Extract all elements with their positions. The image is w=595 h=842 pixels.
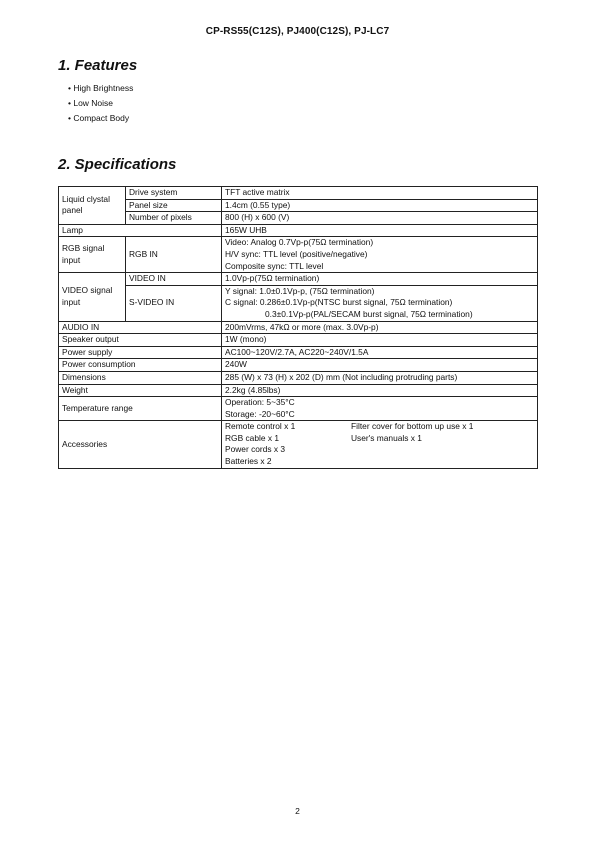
row-label-rgb: RGB signal input [59, 237, 126, 273]
value-drive-system: TFT active matrix [222, 187, 538, 200]
table-row [59, 285, 538, 321]
row-label-pixels: Number of pixels [126, 212, 222, 225]
accessory-item: Remote control x 1 [225, 421, 296, 432]
feature-item: • Compact Body [68, 111, 133, 126]
row-label-audio: AUDIO IN [59, 321, 222, 334]
table-row [59, 237, 538, 273]
value-speaker: 1W (mono) [222, 334, 538, 347]
accessory-item: Batteries x 2 [225, 456, 272, 467]
table-row [59, 187, 538, 200]
table-row [59, 359, 538, 372]
row-label-lamp: Lamp [59, 224, 222, 237]
value-rgb [222, 237, 538, 273]
value-s-video [222, 285, 538, 321]
row-label-power-supply: Power supply [59, 346, 222, 359]
temperature-storage: Storage: -20~60°C [225, 408, 295, 419]
accessories-grid [225, 421, 534, 467]
value-weight: 2.2kg (4.85lbs) [222, 384, 538, 397]
features-list [68, 81, 133, 126]
document-header: CP-RS55(C12S), PJ400(C12S), PJ-LC7 [205, 26, 390, 37]
rgb-line: H/V sync: TTL level (positive/negative) [225, 248, 368, 259]
accessory-item: Filter cover for bottom up use x 1 [351, 421, 474, 432]
temperature-operation: Operation: 5~35°C [225, 397, 295, 408]
table-row [59, 334, 538, 347]
table-row [59, 346, 538, 359]
row-label-power-consumption: Power consumption [59, 359, 222, 372]
table-row [59, 199, 538, 212]
row-label-rgb-in: RGB IN [126, 237, 222, 273]
accessory-item: Power cords x 3 [225, 444, 286, 455]
row-label-video: VIDEO signal input [59, 273, 126, 321]
s-video-line: Y signal: 1.0±0.1Vp-p, (75Ω termination) [225, 285, 375, 296]
s-video-line: 0.3±0.1Vp-p(PAL/SECAM burst signal, 75Ω termination) [265, 308, 473, 319]
value-pixels: 800 (H) x 600 (V) [222, 212, 538, 225]
row-label-dimensions: Dimensions [59, 371, 222, 384]
value-audio: 200mVrms, 47kΩ or more (max. 3.0Vp-p) [222, 321, 538, 334]
value-dimensions: 285 (W) x 73 (H) x 202 (D) mm (Not including protruding parts) [222, 371, 538, 384]
row-label-lcd: Liquid clystal panel [59, 187, 126, 225]
rgb-line: Video: Analog 0.7Vp-p(75Ω termination) [225, 237, 374, 248]
rgb-line: Composite sync: TTL level [225, 260, 324, 271]
value-power-consumption: 240W [222, 359, 538, 372]
value-lamp: 165W UHB [222, 224, 538, 237]
table-row [59, 371, 538, 384]
row-label-temperature: Temperature range [59, 397, 222, 421]
features-heading: 1. Features [58, 57, 138, 74]
row-label-weight: Weight [59, 384, 222, 397]
feature-item: • Low Noise [68, 96, 133, 111]
row-label-speaker: Speaker output [59, 334, 222, 347]
row-label-drive-system: Drive system [126, 187, 222, 200]
specifications-heading: 2. Specifications [58, 156, 177, 173]
row-label-s-video-in: S-VIDEO IN [126, 285, 222, 321]
value-temperature [222, 397, 538, 421]
table-row [59, 224, 538, 237]
row-label-panel-size: Panel size [126, 199, 222, 212]
table-row [59, 321, 538, 334]
accessory-item: RGB cable x 1 [225, 432, 279, 443]
value-accessories [222, 421, 538, 468]
specifications-table [58, 186, 538, 469]
s-video-line: C signal: 0.286±0.1Vp-p(NTSC burst signal, 75Ω termination) [225, 297, 453, 308]
table-row [59, 384, 538, 397]
page-number: 2 [295, 806, 300, 816]
table-row [59, 212, 538, 225]
value-panel-size: 1.4cm (0.55 type) [222, 199, 538, 212]
value-power-supply: AC100~120V/2.7A, AC220~240V/1.5A [222, 346, 538, 359]
feature-item: • High Brightness [68, 81, 133, 96]
row-label-accessories: Accessories [59, 421, 222, 468]
table-row [59, 273, 538, 286]
row-label-video-in: VIDEO IN [126, 273, 222, 286]
table-row [59, 397, 538, 421]
value-video-in: 1.0Vp-p(75Ω termination) [222, 273, 538, 286]
accessory-item: User's manuals x 1 [351, 432, 422, 443]
table-row [59, 421, 538, 468]
